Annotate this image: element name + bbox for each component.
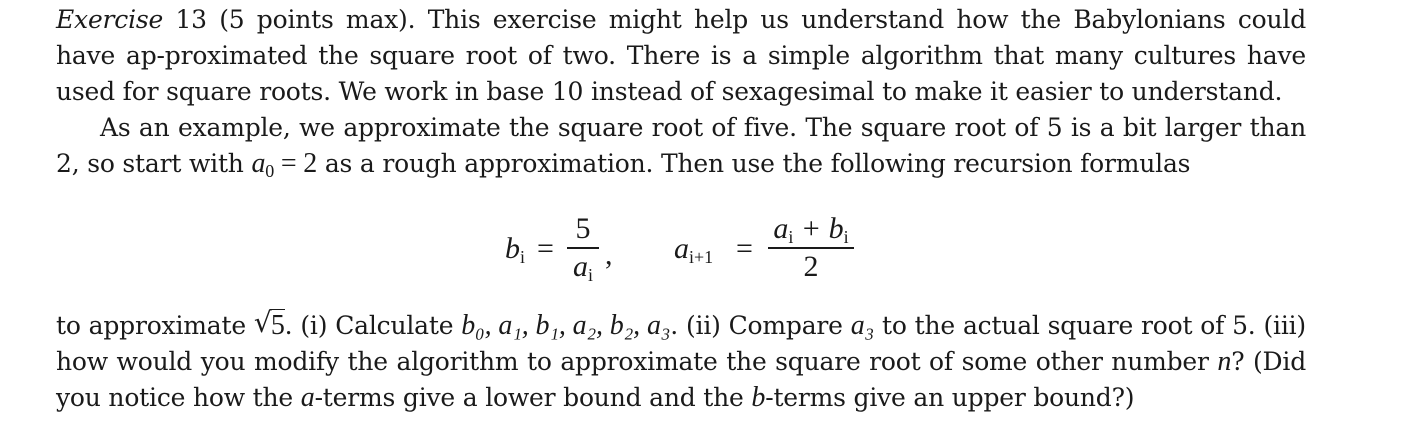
- exercise-number: 13: [175, 5, 207, 34]
- questions-text-4: to the actual square root of 5. (iii) how would you modify the algorithm to approximate the square root of some other number: [56, 311, 1306, 376]
- example-text-before: As an example, we approximate the square root of five. The square root of 5 is a bit larger than 2, so start with: [56, 113, 1306, 178]
- formula-b-equals: =: [537, 232, 554, 265]
- a-term-variable: a: [300, 382, 315, 413]
- sqrt-five: [254, 308, 285, 344]
- formula-b-numerator: 5: [575, 212, 591, 245]
- formula-b: [505, 212, 635, 288]
- questions-paragraph: [56, 308, 1306, 416]
- exercise-intro-paragraph: [56, 2, 1306, 110]
- formula-a-numerator: $a_i + b_i$: [773, 212, 849, 247]
- questions-text-6: -terms give a lower bound and the: [314, 383, 752, 412]
- exercise-label: Exercise: [56, 5, 164, 34]
- questions-text-1: to approximate: [56, 311, 254, 340]
- exercise-intro-text: This exercise might help us understand how the Babylonians could have ap-proximated the square root of two. There is a simple algorithm that many cultures have used for square roots. We work in base 10 instead of sexagesimal to make it easier to understand.: [56, 5, 1306, 106]
- questions-text-5: ? (Did you notice how the: [56, 347, 1306, 412]
- formula-a-equals: =: [736, 232, 753, 265]
- exercise-points: (5 points max).: [219, 5, 416, 34]
- formula-a-lhs: $a_{i+1}$: [674, 232, 714, 267]
- formula-a-fraction: [768, 212, 854, 283]
- formula-a: [674, 212, 874, 288]
- example-text-after: as a rough approximation. Then use the following recursion formulas: [317, 149, 1191, 178]
- questions-text-2: . (i) Calculate: [284, 311, 462, 340]
- b-term-variable: b: [751, 382, 766, 413]
- sequence-terms: b₀, a₁, b₁, a₂, b₂, a₃: [461, 310, 671, 341]
- a0-value: = 2: [274, 148, 318, 179]
- formula-separator: ,: [605, 238, 613, 271]
- formula-b-lhs: $b_i$: [505, 232, 526, 267]
- questions-text-7: -terms give an upper bound?): [765, 383, 1135, 412]
- formula-b-denominator: $a_i$: [572, 249, 593, 285]
- n-variable: n: [1217, 346, 1232, 377]
- radical-sign-icon: √: [253, 306, 272, 339]
- formula-b-fraction: [567, 212, 599, 283]
- radicand: 5: [270, 310, 285, 341]
- a0-variable: a: [251, 148, 266, 179]
- a0-subscript: 0: [265, 161, 275, 181]
- questions-block: [56, 308, 1306, 416]
- recursion-formulas: [0, 212, 1250, 288]
- formula-a-denominator: 2: [803, 249, 819, 283]
- a3-term: a₃: [850, 310, 875, 341]
- example-paragraph: [56, 110, 1306, 182]
- exercise-block: [56, 2, 1306, 182]
- questions-text-3: . (ii) Compare: [670, 311, 851, 340]
